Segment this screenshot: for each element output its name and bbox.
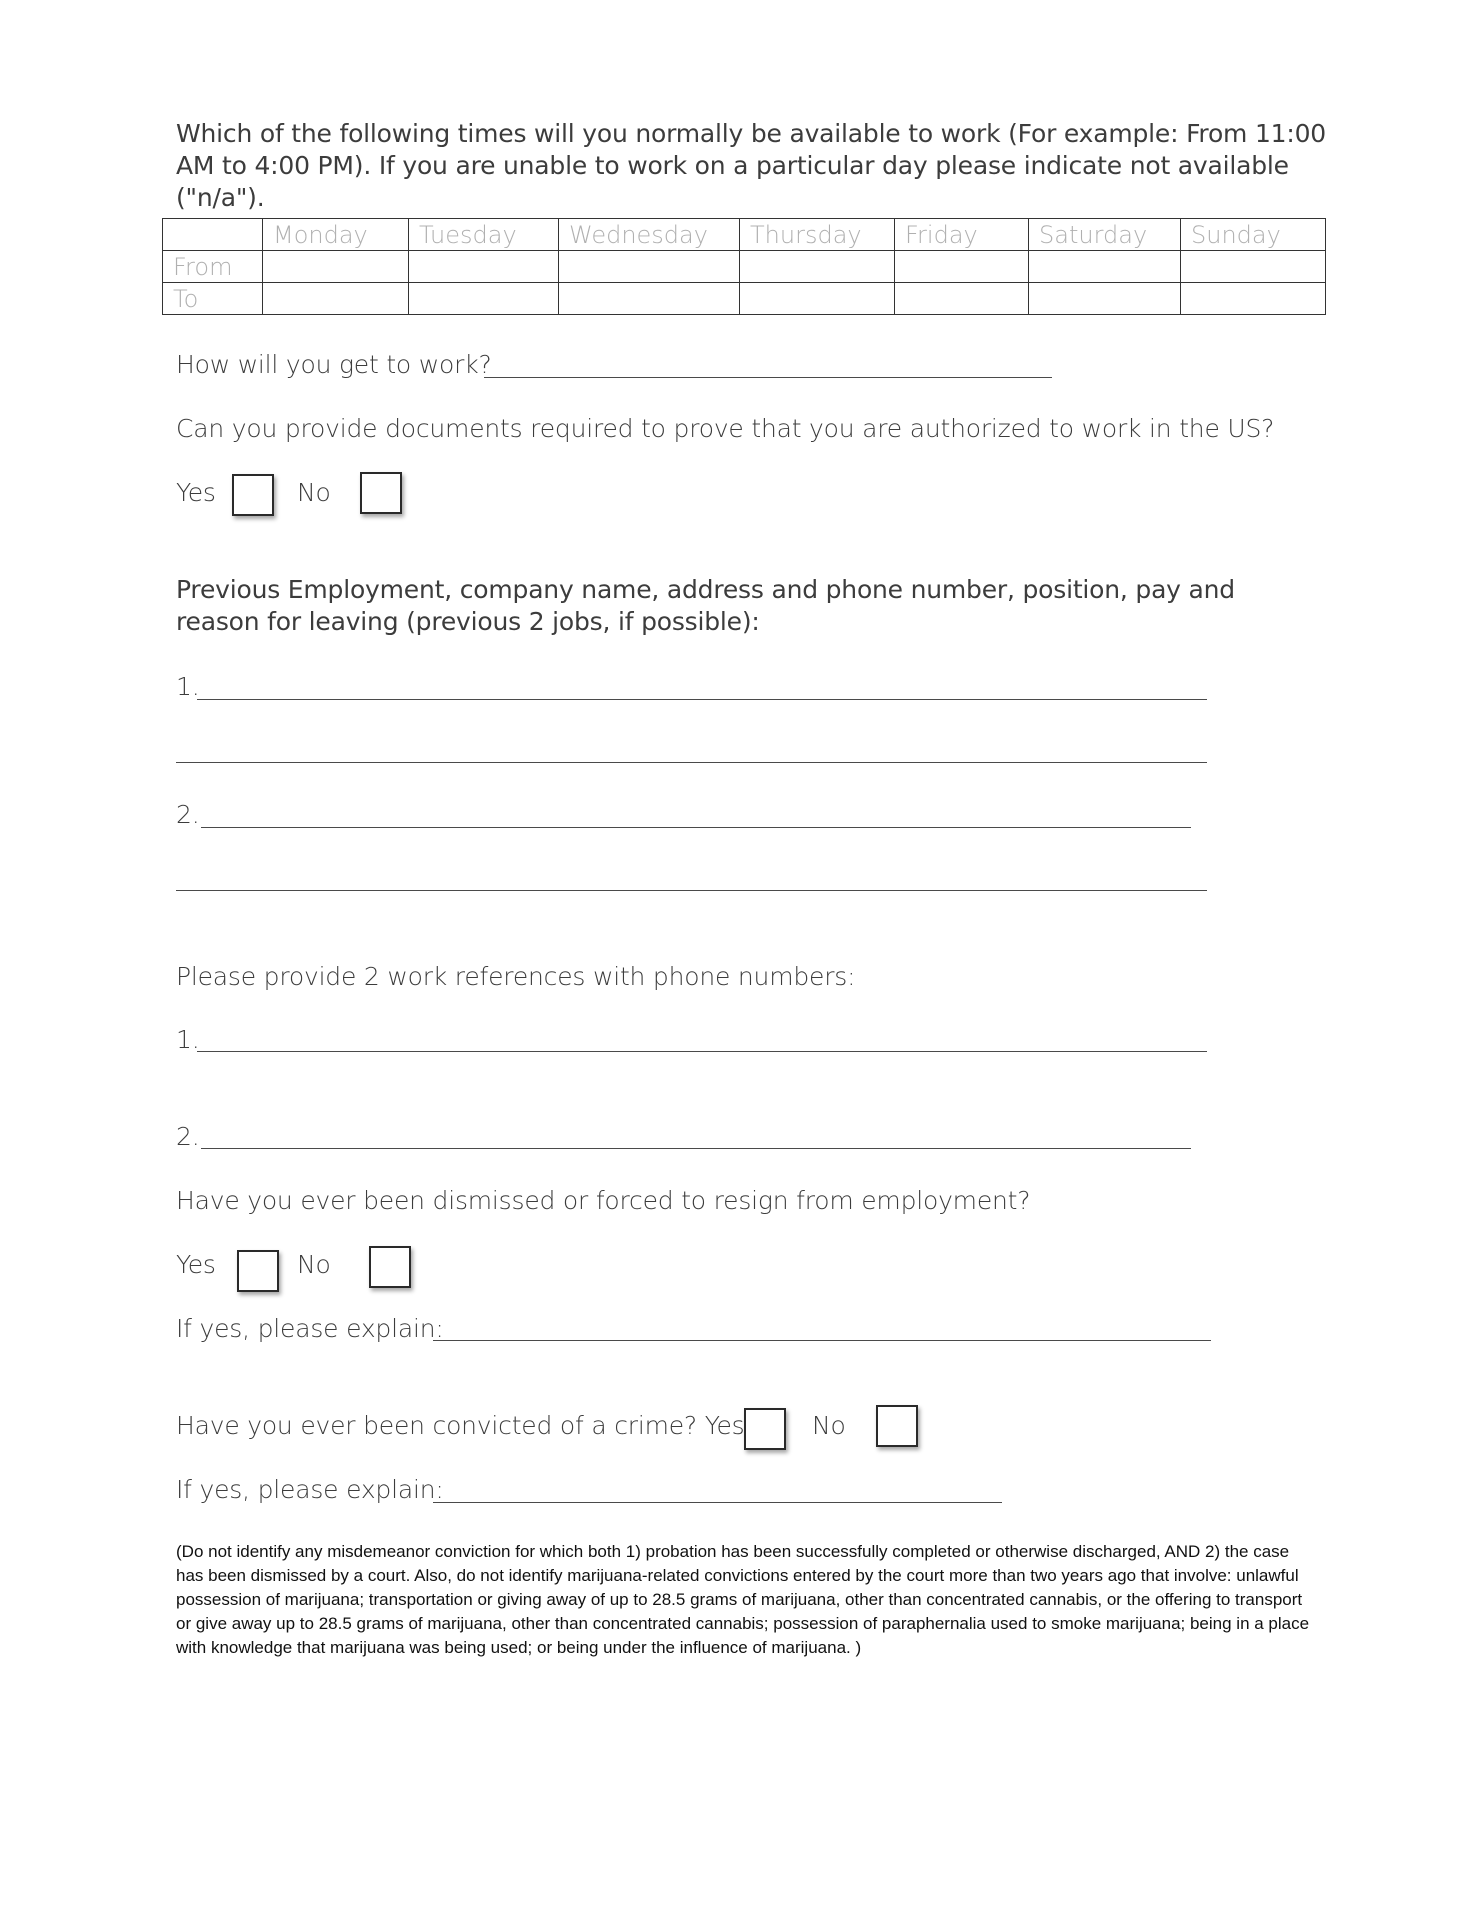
transport-question: How will you get to work? — [176, 350, 492, 379]
day-header-thursday: Thursday — [740, 219, 895, 251]
dismissal-yes-label: Yes — [176, 1250, 216, 1279]
authorization-yes-label: Yes — [176, 478, 216, 507]
from-monday-cell[interactable] — [263, 251, 409, 283]
to-sunday-cell[interactable] — [1181, 283, 1326, 315]
conviction-explain-label: If yes, please explain: — [176, 1475, 444, 1504]
to-thursday-cell[interactable] — [740, 283, 895, 315]
to-friday-cell[interactable] — [895, 283, 1029, 315]
row-label-from: From — [163, 251, 263, 283]
table-row-from — [163, 251, 1326, 283]
authorization-question: Can you provide documents required to prove that you are authorized to work in the US? — [176, 414, 1275, 443]
availability-instructions: Which of the following times will you normally be available to work (For example: From 11:00 AM to 4:00 PM). If you are unable to work on a particular day please indicate not available ("n/a"). — [176, 119, 1326, 212]
to-saturday-cell[interactable] — [1029, 283, 1181, 315]
reference-2-line[interactable] — [201, 1148, 1191, 1149]
references-instructions: Please provide 2 work references with phone numbers: — [176, 962, 856, 991]
day-header-saturday: Saturday — [1029, 219, 1181, 251]
day-header-monday: Monday — [263, 219, 409, 251]
reference-item-1-number: 1. — [176, 1025, 200, 1054]
row-label-to: To — [163, 283, 263, 315]
from-friday-cell[interactable] — [895, 251, 1029, 283]
dismissal-yes-checkbox[interactable] — [237, 1250, 279, 1292]
from-tuesday-cell[interactable] — [409, 251, 559, 283]
reference-1-line[interactable] — [197, 1051, 1207, 1052]
employment-item-2-number: 2. — [176, 800, 200, 829]
dismissal-question: Have you ever been dismissed or forced to resign from employment? — [176, 1186, 1031, 1215]
transport-answer-line[interactable] — [484, 377, 1052, 378]
employment-2-line-a[interactable] — [201, 827, 1191, 828]
from-wednesday-cell[interactable] — [559, 251, 740, 283]
dismissal-no-checkbox[interactable] — [369, 1246, 411, 1288]
employment-item-1-number: 1. — [176, 672, 200, 701]
table-corner-cell — [163, 219, 263, 251]
day-header-friday: Friday — [895, 219, 1029, 251]
conviction-explain-line[interactable] — [433, 1502, 1002, 1503]
employment-1-line-a[interactable] — [197, 699, 1207, 700]
table-row-to — [163, 283, 1326, 315]
employment-2-line-b[interactable] — [176, 890, 1207, 891]
dismissal-explain-line[interactable] — [433, 1340, 1211, 1341]
authorization-no-label: No — [297, 478, 331, 507]
day-header-wednesday: Wednesday — [559, 219, 740, 251]
to-monday-cell[interactable] — [263, 283, 409, 315]
from-sunday-cell[interactable] — [1181, 251, 1326, 283]
conviction-question: Have you ever been convicted of a crime? Yes — [176, 1411, 745, 1440]
to-wednesday-cell[interactable] — [559, 283, 740, 315]
reference-item-2-number: 2. — [176, 1122, 200, 1151]
conviction-yes-checkbox[interactable] — [744, 1408, 786, 1450]
dismissal-no-label: No — [297, 1250, 331, 1279]
day-header-tuesday: Tuesday — [409, 219, 559, 251]
day-header-sunday: Sunday — [1181, 219, 1326, 251]
authorization-no-checkbox[interactable] — [360, 472, 402, 514]
dismissal-explain-label: If yes, please explain: — [176, 1314, 444, 1343]
to-tuesday-cell[interactable] — [409, 283, 559, 315]
from-thursday-cell[interactable] — [740, 251, 895, 283]
from-saturday-cell[interactable] — [1029, 251, 1181, 283]
authorization-yes-checkbox[interactable] — [232, 474, 274, 516]
availability-table — [162, 218, 1326, 315]
employment-instructions: Previous Employment, company name, address and phone number, position, pay and reason for leaving (previous 2 jobs, if possible): — [176, 575, 1235, 636]
conviction-no-checkbox[interactable] — [876, 1405, 918, 1447]
conviction-disclaimer: (Do not identify any misdemeanor conviction for which both 1) probation has been successfully completed or otherwise discharged, AND 2) the case has been dismissed by a court. Also, do not identify marijuana-related convictions entered by the court more than two years ago that involve: unlawful possession of marijuana; transportation or giving away of up to 28.5 grams of marijuana, other than concentrated cannabis, or the offering to transport or give away up to 28.5 grams of marijuana, other than concentrated cannabis; possession of paraphernalia used to smoke marijuana; being in a place with knowledge that marijuana was being used; or being under the influence of marijuana. ) — [176, 1542, 1310, 1657]
employment-1-line-b[interactable] — [176, 762, 1207, 763]
conviction-no-label: No — [812, 1411, 846, 1440]
table-header-row — [163, 219, 1326, 251]
